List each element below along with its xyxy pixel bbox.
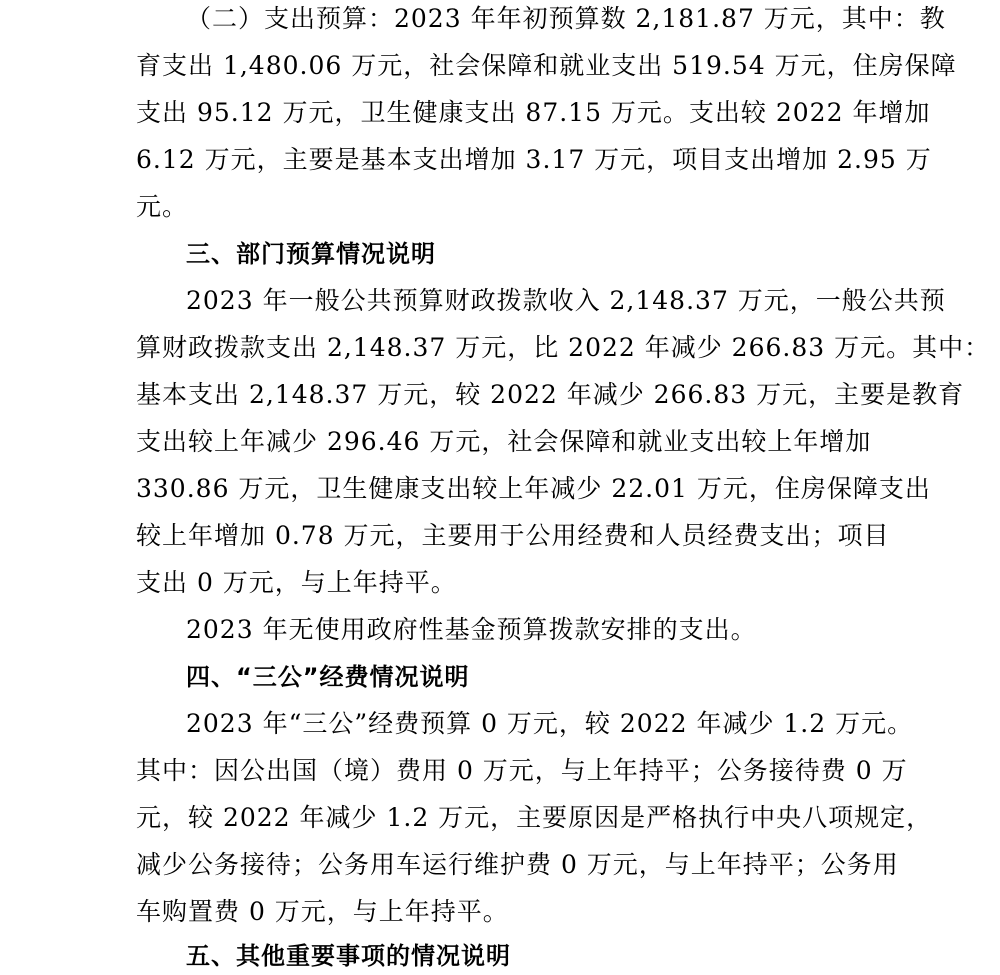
paragraph-line: 育支出 1,480.06 万元，社会保障和就业支出 519.54 万元，住房保障 bbox=[136, 51, 957, 80]
paragraph-line: 较上年增加 0.78 万元，主要用于公用经费和人员经费支出；项目 bbox=[136, 521, 890, 550]
paragraph-line: 车购置费 0 万元，与上年持平。 bbox=[136, 897, 509, 926]
paragraph-line: 330.86 万元，卫生健康支出较上年减少 22.01 万元，住房保障支出 bbox=[136, 474, 931, 503]
section-heading: 三、部门预算情况说明 bbox=[186, 240, 436, 268]
paragraph-line: 元。 bbox=[136, 192, 189, 221]
paragraph-line: 其中：因公出国（境）费用 0 万元，与上年持平；公务接待费 0 万 bbox=[136, 756, 908, 785]
paragraph-line: 2023 年一般公共预算财政拨款收入 2,148.37 万元，一般公共预 bbox=[186, 286, 946, 315]
paragraph-line: 支出 0 万元，与上年持平。 bbox=[136, 568, 457, 597]
paragraph-line: 2023 年无使用政府性基金预算拨款安排的支出。 bbox=[186, 615, 757, 644]
paragraph-line: 支出较上年减少 296.46 万元，社会保障和就业支出较上年增加 bbox=[136, 427, 872, 456]
paragraph-line: 2023 年“三公”经费预算 0 万元，较 2022 年减少 1.2 万元。 bbox=[186, 709, 914, 738]
paragraph-line: 算财政拨款支出 2,148.37 万元，比 2022 年减少 266.83 万元。其中： bbox=[136, 333, 991, 362]
paragraph-line: 基本支出 2,148.37 万元，较 2022 年减少 266.83 万元，主要是教育 bbox=[136, 380, 965, 409]
paragraph-line: 6.12 万元，主要是基本支出增加 3.17 万元，项目支出增加 2.95 万 bbox=[136, 145, 932, 174]
section-heading: 五、其他重要事项的情况说明 bbox=[186, 942, 511, 970]
paragraph-line: 元，较 2022 年减少 1.2 万元，主要原因是严格执行中央八项规定， bbox=[136, 803, 933, 832]
section-heading: 四、“三公”经费情况说明 bbox=[186, 663, 470, 691]
paragraph-line: 减少公务接待；公务用车运行维护费 0 万元，与上年持平；公务用 bbox=[136, 850, 899, 879]
paragraph-line: （二）支出预算：2023 年年初预算数 2,181.87 万元，其中：教 bbox=[186, 4, 946, 33]
paragraph-line: 支出 95.12 万元，卫生健康支出 87.15 万元。支出较 2022 年增加 bbox=[136, 98, 931, 127]
